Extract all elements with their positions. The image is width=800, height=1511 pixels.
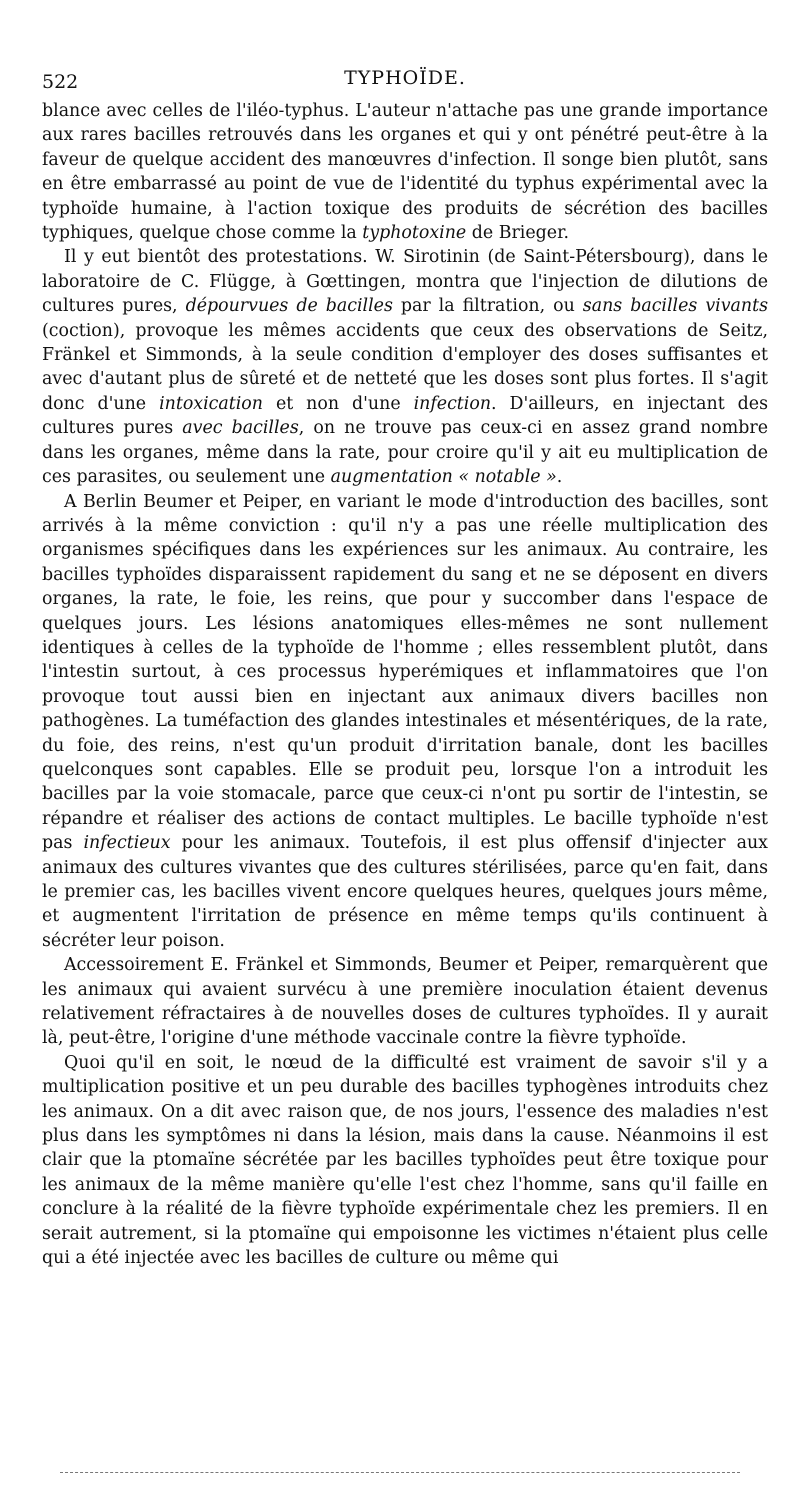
running-title: TYPHOÏDE. xyxy=(344,67,466,89)
text-segment: par la filtration, ou xyxy=(392,296,583,317)
italic-text: dépourvues de bacilles xyxy=(185,296,393,317)
text-segment: pour les animaux. Toutefois, il est plus offensif d'injecter aux animaux des cultures vivantes que des cultures stérilisées, parce qu'en fait, dans le premier cas, les bacilles vivent encore quelques heures, quelques jours même, et augmentent l'irritation de présence en même temps qu'ils continuent à sécréter leur poison. xyxy=(42,833,768,951)
page-header xyxy=(42,55,768,99)
italic-text: infectieux xyxy=(83,833,171,854)
body-text xyxy=(42,99,768,1271)
paragraph xyxy=(42,490,768,954)
italic-text: intoxication xyxy=(159,393,263,414)
text-segment: et non d'une xyxy=(262,393,414,414)
paragraph xyxy=(42,245,768,489)
text-segment: , on ne trouve pas ceux-ci en assez grand nombre dans les organes, même dans la rate, pour croire qu'il y ait eu multiplication de ces parasites, ou seulement une xyxy=(42,418,768,488)
page-number: 522 xyxy=(42,71,79,93)
text-segment: Accessoirement E. Fränkel et Simmonds, Beumer et Peiper, remarquèrent que les animaux qui avaient survécu à une première inoculation étaient devenus relativement réfractaires à de nouvelles doses de cultures typhoïdes. Il y aurait là, peut-être, l'origine d'une méthode vaccinale contre la fièvre typhoïde. xyxy=(42,955,768,1049)
paragraph xyxy=(42,953,768,1051)
paragraph xyxy=(42,1051,768,1271)
footer-rule xyxy=(60,1472,740,1473)
italic-text: infection xyxy=(413,393,492,414)
italic-text: augmentation « notable » xyxy=(330,467,557,488)
text-segment: A Berlin Beumer et Peiper, en variant le mode d'introduction des bacilles, sont arrivés à la même conviction : qu'il n'y a pas une réelle multiplication des organismes spécifiques dans les expériences sur les animaux. Au contraire, les bacilles typhoïdes disparaissent rapidement du sang et ne se déposent en divers organes, la rate, le foie, les reins, que pour y succomber dans l'espace de quelques jours. Les lésions anatomiques elles-mêmes ne sont nullement identiques à celles de la typhoïde de l'homme ; elles ressemblent plutôt, dans l'intestin surtout, à ces processus hyperémiques et inflammatoires que l'on provoque tout aussi bien en injectant aux animaux divers bacilles non pathogènes. La tuméfaction des glandes intestinales et mésentériques, de la rate, du foie, des reins, n'est qu'un produit d'irritation banale, dont les bacilles quelconques sont capables. Elle se produit peu, lorsque l'on a introduit les bacilles par la voie stomacale, parce que ceux-ci n'ont pu sortir de l'intestin, se répandre et réaliser des actions de contact multiples. Le bacille typhoïde n'est pas xyxy=(42,491,768,854)
italic-text: typhotoxine xyxy=(362,223,467,244)
paragraph xyxy=(42,99,768,245)
italic-text: avec bacilles xyxy=(182,418,299,439)
text-segment: blance avec celles de l'iléo-typhus. L'auteur n'attache pas une grande importance aux rares bacilles retrouvés dans les organes et qui y ont pénétré peut-être à la faveur de quelque accident des manœuvres d'infection. Il songe bien plutôt, sans en être embarrassé au point de vue de l'identité du typhus expérimental avec la typhoïde humaine, à l'action toxique des produits de sécrétion des bacilles typhiques, quelque chose comme la xyxy=(42,101,768,244)
text-segment: . D'ailleurs, en injectant des cultures pures xyxy=(42,393,768,439)
text-segment: Quoi qu'il en soit, le nœud de la difficulté est vraiment de savoir s'il y a multiplication positive et un peu durable des bacilles typhogènes introduits chez les animaux. On a dit avec raison que, de nos jours, l'essence des maladies n'est plus dans les symptômes ni dans la lésion, mais dans la cause. Néanmoins il est clair que la ptomaïne sécrétée par les bacilles typhoïdes peut être toxique pour les animaux de la même manière qu'elle l'est chez l'homme, sans qu'il faille en conclure à la réalité de la fièvre typhoïde expérimentale chez les premiers. Il en serait autrement, si la ptomaïne qui empoisonne les victimes n'étaient plus celle qui a été injectée avec les bacilles de culture ou même qui xyxy=(42,1052,768,1269)
text-segment: de Brieger. xyxy=(466,223,569,244)
text-segment: . xyxy=(556,467,563,488)
text-segment: (coction), provoque les mêmes accidents que ceux des observations de Seitz, Fränkel et Simmonds, à la seule condition d'employer des doses suffisantes et avec d'autant plus de sûreté et de netteté que les doses sont plus fortes. Il s'agit donc d'une xyxy=(42,320,768,414)
text-segment: Il y eut bientôt des protestations. W. Sirotinin (de Saint-Pétersbourg), dans le laboratoire de C. Flügge, à Gœttingen, montra que l'injection de dilutions de cultures pures, xyxy=(42,247,768,317)
italic-text: sans bacilles vivants xyxy=(582,296,769,317)
